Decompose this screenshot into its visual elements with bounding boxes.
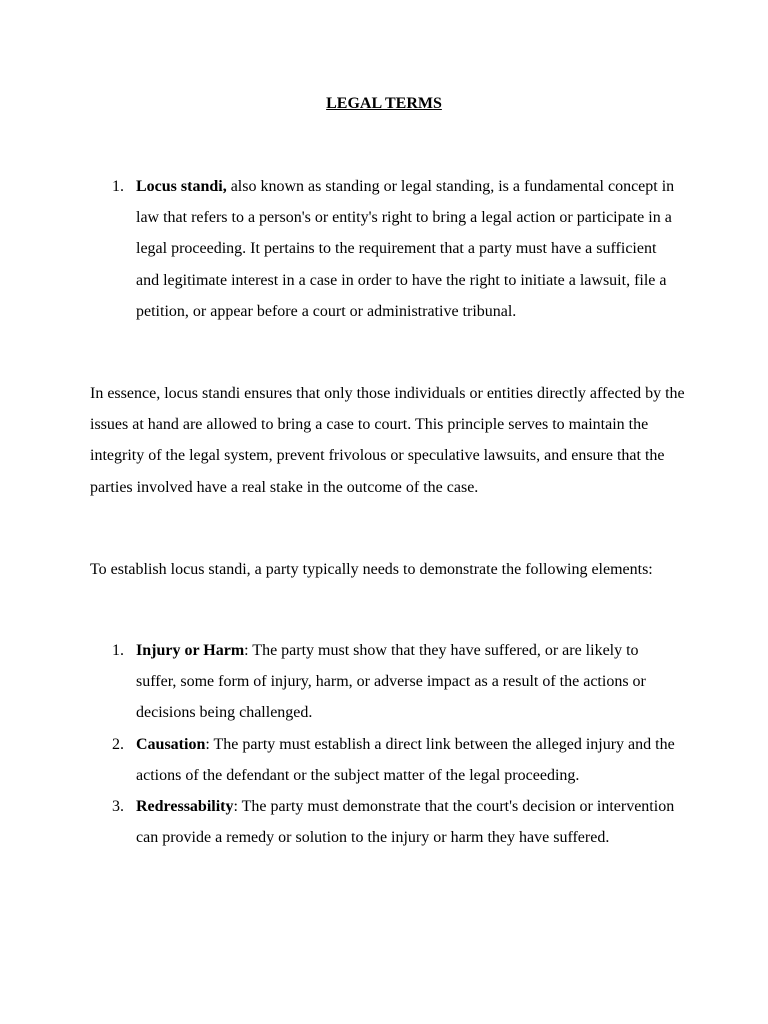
list-item-text: also known as standing or legal standing, is a fundamental concept in law that refers to a person's or entity's right to bring a legal action or participate in a legal proceeding. It pertains to the requirement that a party must have a sufficient and legitimate interest in a case in order to have the right to initiate a lawsuit, file a petition, or appear before a court or administrative tribunal. bbox=[136, 178, 675, 320]
list-item-number: 2. bbox=[112, 735, 124, 753]
list-item bbox=[0, 791, 768, 853]
list-item-number: 1. bbox=[112, 642, 124, 659]
list-item-text: : The party must establish a direct link between the alleged injury and the actions of the defendant or the subject matter of the legal proceeding. bbox=[136, 735, 675, 784]
list-item-number: 1. bbox=[112, 178, 124, 195]
list-item-term: Injury or Harm bbox=[136, 642, 245, 659]
list-item bbox=[0, 729, 768, 791]
list-item-term: Locus standi, bbox=[136, 178, 227, 195]
list-item-text: : The party must show that they have suffered, or are likely to suffer, some form of injury, harm, or adverse impact as a result of the actions or decisions being challenged. bbox=[136, 642, 646, 722]
elements-list bbox=[0, 635, 768, 853]
document-title: LEGAL TERMS bbox=[326, 95, 442, 112]
list-item-term: Causation bbox=[136, 735, 206, 753]
list-item bbox=[0, 171, 768, 327]
paragraph-essence: In essence, locus standi ensures that only those individuals or entities directly affected by the issues at hand are allowed to bring a case to court. This principle serves to maintain the integrity of the legal system, prevent frivolous or speculative lawsuits, and ensure that the parties involved have a real stake in the outcome of the case. bbox=[90, 385, 685, 496]
list-item-number: 3. bbox=[112, 798, 124, 816]
list-item bbox=[0, 635, 768, 729]
list-item-text: : The party must demonstrate that the court's decision or intervention can provide a remedy or solution to the injury or harm they have suffered. bbox=[136, 798, 675, 847]
definition-list bbox=[0, 171, 768, 327]
paragraph-establish: To establish locus standi, a party typically needs to demonstrate the following elements: bbox=[90, 561, 653, 578]
list-item-term: Redressability bbox=[136, 798, 234, 816]
